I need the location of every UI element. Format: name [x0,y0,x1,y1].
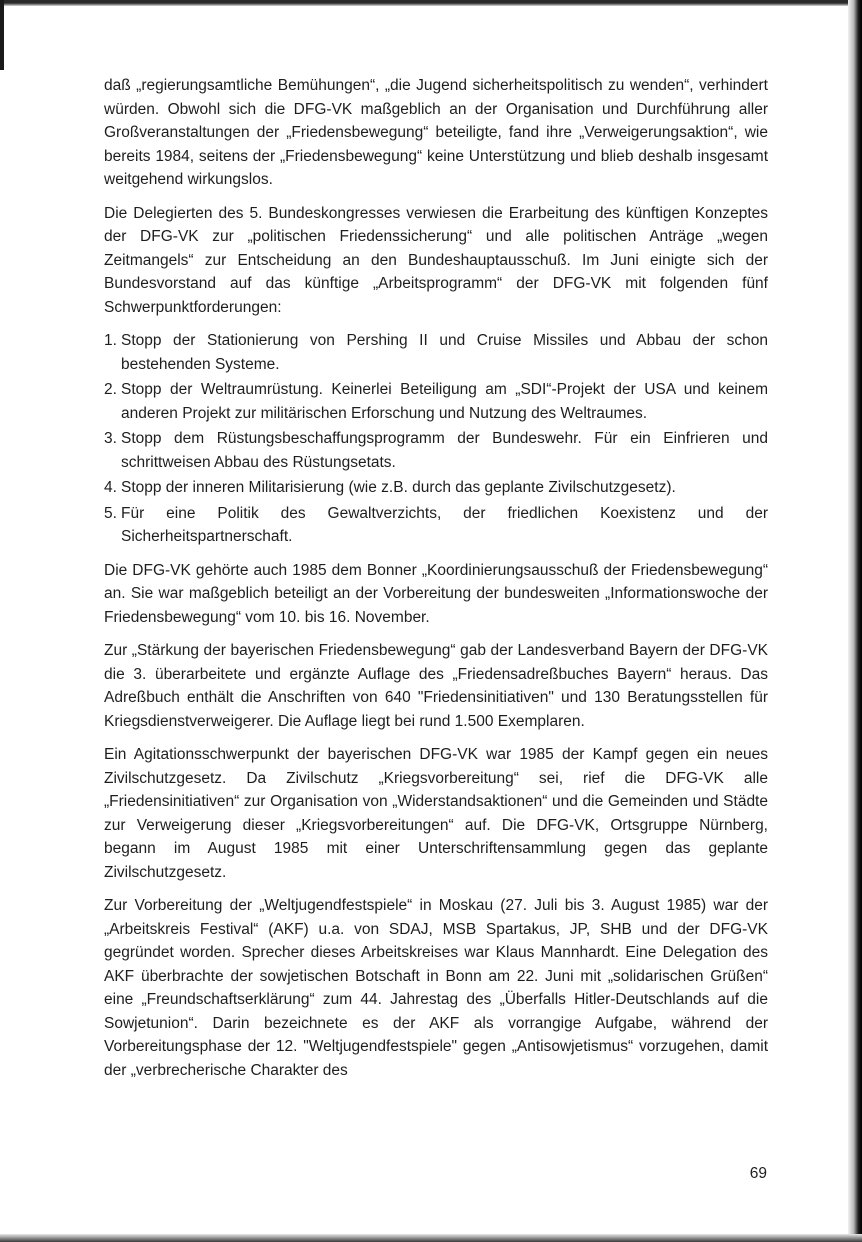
scan-edge-left [0,0,4,70]
paragraph: Die Delegierten des 5. Bundeskongresses verwiesen die Erarbeitung des künftigen Konzeptes der DFG-VK zur „politischen Friedenssicherung“ und alle politischen Anträge „wegen Zeitmangels“ zur Entscheidung an den Bundeshauptausschuß. Im Juni einigte sich der Bundesvorstand auf das künftige „Arbeitsprogramm“ der DFG-VK mit folgenden fünf Schwerpunktforderungen: [104,204,768,316]
paragraph: Ein Agitationsschwerpunkt der bayerischen DFG-VK war 1985 der Kampf gegen ein neues Zivilschutzgesetz. Da Zivilschutz „Kriegsvorbereitung“ sei, rief die DFG-VK alle „Friedensinitiativen“ zur Organisation von „Widerstandsaktionen“ und die Gemeinden und Städte zur Verweigerung dieser „Kriegsvorbereitungen“ auf. Die DFG-VK, Ortsgruppe Nürnberg, begann im August 1985 mit einer Unterschriftensammlung gegen das geplante Zivilschutzgesetz. [104,746,768,881]
list-item [104,476,768,500]
demands-list [104,329,768,549]
list-item [104,329,768,376]
scan-edge-top [0,0,862,6]
paragraph: Die DFG-VK gehörte auch 1985 dem Bonner „Koordinierungsausschuß der Friedensbewegung“ an. Sie war maßgeblich beteiligt an der Vorbereitung der bundesweiten „Informationswoche der Friedensbewegung“ vom 10. bis 16. November. [104,561,768,626]
page-number: 69 [749,1165,767,1182]
list-item-number: 1. [104,332,117,349]
list-item-text: Stopp der Stationierung von Pershing II und Cruise Missiles und Abbau der schon bestehenden Systeme. [121,332,768,373]
list-item-number: 2. [104,381,117,398]
list-item-number: 3. [104,430,117,447]
list-item-text: Stopp dem Rüstungsbeschaffungsprogramm der Bundeswehr. Für ein Einfrieren und schrittweisen Abbau des Rüstungsetats. [121,430,768,471]
paragraph: Zur Vorbereitung der „Weltjugendfestspiele“ in Moskau (27. Juli bis 3. August 1985) war der „Arbeitskreis Festival“ (AKF) u.a. von SDAJ, MSB Spartakus, JP, SHB und der DFG-VK gegründet worden. Sprecher dieses Arbeitskreises war Klaus Mannhardt. Eine Delegation des AKF überbrachte der sowjetischen Botschaft in Bonn am 22. Juni mit „solidarischen Grüßen“ eine „Freundschaftserklärung“ zum 44. Jahrestag des „Überfalls Hitler-Deutschlands auf die Sowjetunion“. Darin bezeichnete es der AKF als vorrangige Aufgabe, während der Vorbereitungsphase der 12. "Weltjugendfestspiele" gegen „Antisowjetismus“ vorzugehen, damit der „verbrecherische Charakter des [104,897,768,1079]
list-item-text: Stopp der Weltraumrüstung. Keinerlei Beteiligung am „SDI“-Projekt der USA und keinem anderen Projekt zur militärischen Erforschung und Nutzung des Weltraumes. [121,381,768,422]
list-item-number: 5. [104,504,117,522]
scan-edge-right [848,0,862,1242]
list-item [104,378,768,425]
paragraph: Zur „Stärkung der bayerischen Friedensbewegung“ gab der Landesverband Bayern der DFG-VK die 3. überarbeitete und ergänzte Auflage des „Friedensadreßbuches Bayern“ heraus. Das Adreßbuch enthält die Anschriften von 640 "Friedensinitiativen" und 130 Beratungsstellen für Kriegsdienstverweigerer. Die Auflage liegt bei rund 1.500 Exemplaren. [104,642,768,730]
list-item-text: Für eine Politik des Gewaltverzichts, der friedlichen Koexistenz und der Sicherheitspartnerschaft. [121,504,768,545]
list-item-number: 4. [104,479,117,496]
list-item-text: Stopp der inneren Militarisierung (wie z.B. durch das geplante Zivilschutzgesetz). [121,479,676,496]
scan-edge-bottom [0,1234,862,1242]
list-item [104,502,768,549]
page-body [104,74,768,1092]
list-item [104,427,768,474]
paragraph: daß „regierungsamtliche Bemühungen“, „die Jugend sicherheitspolitisch zu wenden“, verhindert würden. Obwohl sich die DFG-VK maßgeblich an der Organisation und Durchführung aller Großveranstaltungen der „Friedensbewegung“ beteiligte, fand ihre „Verweigerungsaktion“, wie bereits 1984, seitens der „Friedensbewegung“ keine Unterstützung und blieb deshalb insgesamt weitgehend wirkungslos. [104,77,768,188]
